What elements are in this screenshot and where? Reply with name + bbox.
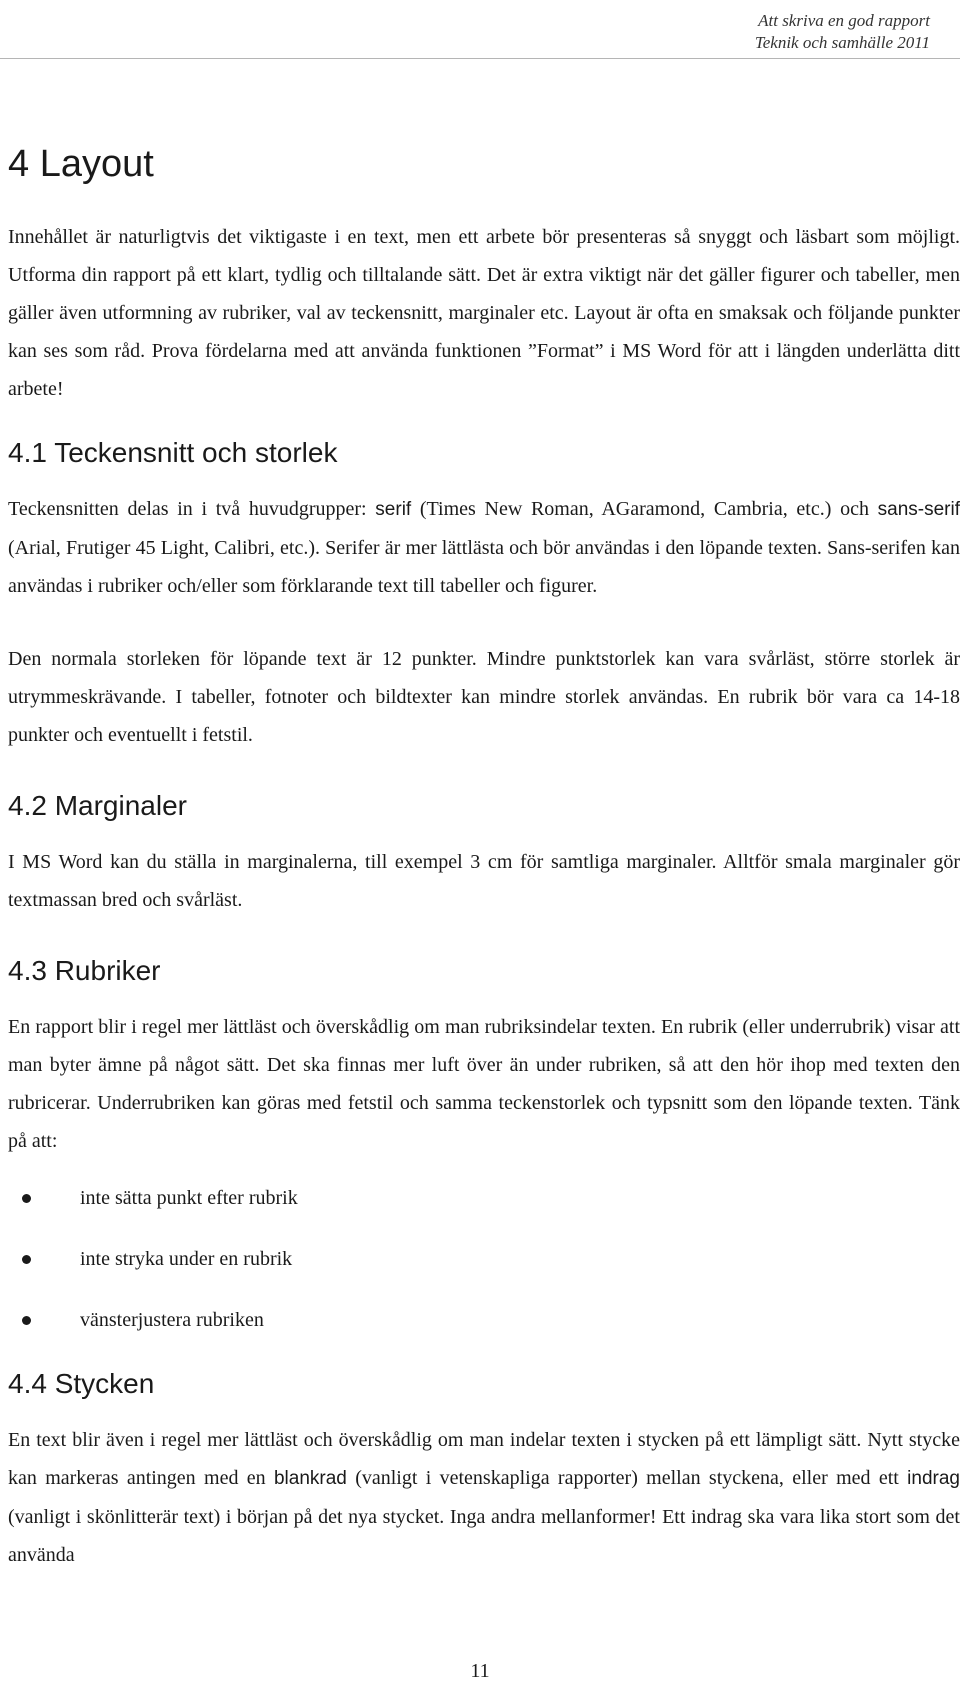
bullet-icon xyxy=(22,1255,31,1264)
term-serif: serif xyxy=(375,499,412,520)
bullet-icon xyxy=(22,1316,31,1325)
chapter-intro: Innehållet är naturligtvis det viktigaste i en text, men ett arbete bör presenteras så snyggt och läsbart som möjligt. Utforma din rapport på ett klart, tydlig och tilltalande sätt. Det är extra viktigt när det gäller figurer och tabeller, men gäller även utformning av rubriker, val av teckensnitt, marginaler etc. Layout är ofta en smaksak och följande punkter kan ses som råd. Prova fördelarna med att använda funktionen ”Format” i MS Word för att i längden underlätta ditt arbete! xyxy=(8,226,960,400)
chapter-title: 4 Layout xyxy=(8,143,154,185)
paragraph-paragraphs xyxy=(8,1421,960,1574)
header-subtitle: Teknik och samhälle 2011 xyxy=(754,33,930,52)
term-indrag: indrag xyxy=(907,1468,960,1489)
list-item-text: inte sätta punkt efter rubrik xyxy=(80,1187,298,1209)
text-segment: (Times New Roman, AGaramond, Cambria, etc.) och xyxy=(411,498,878,520)
section-heading-4-1: 4.1 Teckensnitt och storlek xyxy=(8,437,338,468)
running-header xyxy=(755,10,930,54)
list-item-text: vänsterjustera rubriken xyxy=(80,1309,264,1331)
paragraph-font-size: Den normala storleken för löpande text är 12 punkter. Mindre punktstorlek kan vara svårläst, större storlek är utrymmeskrävande. I tabeller, fotnoter och bildtexter kan mindre storlek användas. En rubrik bör vara ca 14-18 punkter och eventuellt i fetstil. xyxy=(8,648,960,746)
list-item-text: inte stryka under en rubrik xyxy=(80,1248,293,1270)
text-segment: En text blir även i regel mer lättläst och överskådlig om man indelar texten i stycken på ett lämpligt sätt. Nytt stycke kan markeras antingen med en xyxy=(8,1429,960,1489)
header-divider xyxy=(0,58,960,59)
paragraph-typefaces xyxy=(8,490,960,605)
bullet-list xyxy=(8,1184,960,1334)
section-heading-4-3: 4.3 Rubriker xyxy=(8,955,161,986)
text-segment: Teckensnitten delas in i två huvudgrupper: xyxy=(8,498,376,520)
list-item xyxy=(8,1245,960,1273)
text-segment: (vanligt i vetenskapliga rapporter) mellan styckena, eller med ett xyxy=(346,1467,908,1489)
header-title: Att skriva en god rapport xyxy=(758,11,930,30)
page-number: 11 xyxy=(470,1660,490,1682)
paragraph-headings: En rapport blir i regel mer lättläst och överskådlig om man rubriksindelar texten. En rubrik (eller underrubrik) visar att man byter ämne på något sätt. Det ska finnas mer luft över än under rubriken, så att den hör ihop med texten den rubricerar. Underrubriken kan göras med fetstil och samma teckenstorlek och typsnitt som den löpande texten. Tänk på att: xyxy=(8,1016,960,1152)
list-item xyxy=(8,1306,960,1334)
text-segment: (Arial, Frutiger 45 Light, Calibri, etc.). Serifer är mer lättlästa och bör användas i den löpande texten. Sans-serifen kan användas i rubriker och/eller som förklarande text till tabeller och figurer. xyxy=(8,537,960,597)
bullet-icon xyxy=(22,1194,31,1203)
term-sans-serif: sans-serif xyxy=(877,499,960,520)
text-segment: (vanligt i skönlitterär text) i början på det nya stycket. Inga andra mellanformer! Ett indrag ska vara lika stort som det använda xyxy=(8,1506,960,1566)
section-heading-4-2: 4.2 Marginaler xyxy=(8,790,187,821)
paragraph-margins: I MS Word kan du ställa in marginalerna, till exempel 3 cm för samtliga marginaler. Alltför smala marginaler gör textmassan bred och svårläst. xyxy=(8,851,960,911)
page-body xyxy=(8,128,960,1609)
list-item xyxy=(8,1184,960,1212)
section-heading-4-4: 4.4 Stycken xyxy=(8,1368,155,1399)
term-blankrad: blankrad xyxy=(273,1468,347,1489)
